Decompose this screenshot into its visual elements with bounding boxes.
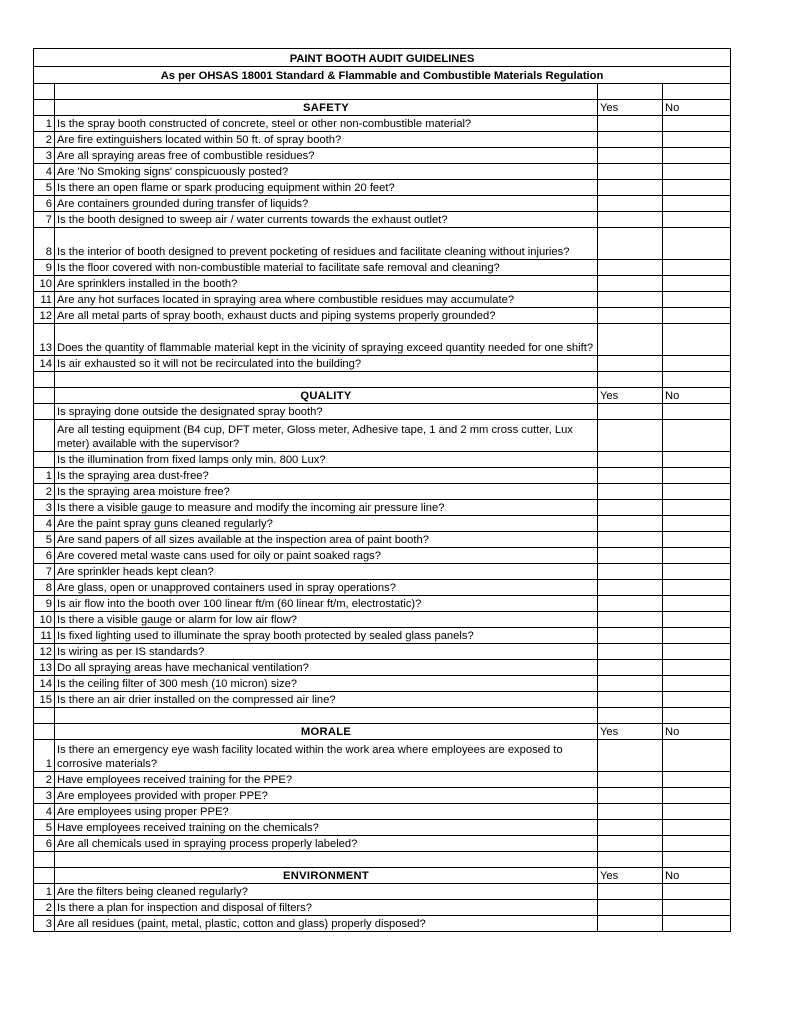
- question-row: [34, 164, 731, 180]
- question-text: Are covered metal waste cans used for oily or paint soaked rags?: [55, 548, 598, 564]
- question-row: [34, 404, 731, 420]
- no-answer-cell[interactable]: [663, 132, 731, 148]
- yes-answer-cell[interactable]: [598, 276, 663, 292]
- empty-cell: [34, 84, 55, 100]
- subtitle-row: [34, 67, 731, 84]
- no-answer-cell[interactable]: [663, 884, 731, 900]
- no-answer-cell[interactable]: [663, 212, 731, 228]
- yes-column-header: Yes: [598, 868, 663, 884]
- question-text: Is the spraying area moisture free?: [55, 484, 598, 500]
- question-number: 1: [34, 468, 55, 484]
- question-row: [34, 180, 731, 196]
- no-answer-cell[interactable]: [663, 692, 731, 708]
- question-text: Is the spray booth constructed of concrete, steel or other non-combustible material?: [55, 116, 598, 132]
- question-text: Are employees using proper PPE?: [55, 804, 598, 820]
- yes-answer-cell[interactable]: [598, 884, 663, 900]
- question-text: Are the paint spray guns cleaned regularly?: [55, 516, 598, 532]
- no-answer-cell[interactable]: [663, 676, 731, 692]
- question-number: 10: [34, 276, 55, 292]
- question-number: 7: [34, 212, 55, 228]
- question-number: 13: [34, 660, 55, 676]
- yes-answer-cell[interactable]: [598, 596, 663, 612]
- question-row: [34, 116, 731, 132]
- empty-cell: [55, 84, 598, 100]
- yes-answer-cell[interactable]: [598, 772, 663, 788]
- yes-answer-cell[interactable]: [598, 676, 663, 692]
- question-number: [34, 452, 55, 468]
- question-text: Are glass, open or unapproved containers used in spray operations?: [55, 580, 598, 596]
- no-answer-cell[interactable]: [663, 356, 731, 372]
- question-number: 10: [34, 612, 55, 628]
- question-text: Is the spraying area dust-free?: [55, 468, 598, 484]
- question-number: 2: [34, 772, 55, 788]
- no-answer-cell[interactable]: [663, 420, 731, 452]
- no-answer-cell[interactable]: [663, 500, 731, 516]
- yes-answer-cell[interactable]: [598, 548, 663, 564]
- yes-answer-cell[interactable]: [598, 356, 663, 372]
- question-text: Is spraying done outside the designated spray booth?: [55, 404, 598, 420]
- question-row: [34, 820, 731, 836]
- question-text: Is the booth designed to sweep air / water currents towards the exhaust outlet?: [55, 212, 598, 228]
- no-column-header: No: [663, 388, 731, 404]
- question-number: 13: [34, 324, 55, 356]
- question-text: Are all testing equipment (B4 cup, DFT meter, Gloss meter, Adhesive tape, 1 and 2 mm cross cutter, Lux meter) available with the supervisor?: [55, 420, 598, 452]
- question-row: [34, 692, 731, 708]
- question-number: 11: [34, 292, 55, 308]
- no-answer-cell[interactable]: [663, 260, 731, 276]
- question-text: Are all metal parts of spray booth, exhaust ducts and piping systems properly grounded?: [55, 308, 598, 324]
- empty-cell: [598, 84, 663, 100]
- no-answer-cell[interactable]: [663, 324, 731, 356]
- question-number: [34, 420, 55, 452]
- question-number: 9: [34, 596, 55, 612]
- no-answer-cell[interactable]: [663, 548, 731, 564]
- audit-table: [33, 48, 731, 932]
- question-text: Is the interior of booth designed to prevent pocketing of residues and facilitate cleaning without injuries?: [55, 228, 598, 260]
- question-row: [34, 804, 731, 820]
- empty-cell: [34, 708, 55, 724]
- question-row: [34, 612, 731, 628]
- section-title: ENVIRONMENT: [55, 868, 598, 884]
- yes-answer-cell[interactable]: [598, 612, 663, 628]
- question-text: Are sprinkler heads kept clean?: [55, 564, 598, 580]
- no-answer-cell[interactable]: [663, 564, 731, 580]
- yes-answer-cell[interactable]: [598, 260, 663, 276]
- yes-answer-cell[interactable]: [598, 212, 663, 228]
- question-number: 5: [34, 532, 55, 548]
- question-row: [34, 628, 731, 644]
- yes-answer-cell[interactable]: [598, 836, 663, 852]
- empty-cell: [34, 868, 55, 884]
- question-number: 14: [34, 356, 55, 372]
- question-row: [34, 564, 731, 580]
- question-text: Are the filters being cleaned regularly?: [55, 884, 598, 900]
- question-row: [34, 468, 731, 484]
- yes-answer-cell[interactable]: [598, 228, 663, 260]
- yes-answer-cell[interactable]: [598, 628, 663, 644]
- question-number: 7: [34, 564, 55, 580]
- question-row: [34, 148, 731, 164]
- empty-cell: [55, 708, 598, 724]
- yes-answer-cell[interactable]: [598, 324, 663, 356]
- question-row: [34, 740, 731, 772]
- question-text: Have employees received training for the PPE?: [55, 772, 598, 788]
- empty-cell: [598, 708, 663, 724]
- question-row: [34, 532, 731, 548]
- question-text: Are sand papers of all sizes available at the inspection area of paint booth?: [55, 532, 598, 548]
- question-number: 8: [34, 228, 55, 260]
- yes-answer-cell[interactable]: [598, 484, 663, 500]
- question-row: [34, 500, 731, 516]
- question-row: [34, 788, 731, 804]
- question-row: [34, 356, 731, 372]
- question-text: Is air flow into the booth over 100 linear ft/m (60 linear ft/m, electrostatic)?: [55, 596, 598, 612]
- question-text: Is the illumination from fixed lamps only min. 800 Lux?: [55, 452, 598, 468]
- question-number: 8: [34, 580, 55, 596]
- question-row: [34, 452, 731, 468]
- empty-cell: [663, 852, 731, 868]
- question-row: [34, 660, 731, 676]
- yes-column-header: Yes: [598, 724, 663, 740]
- question-text: Are all spraying areas free of combustible residues?: [55, 148, 598, 164]
- question-number: 2: [34, 900, 55, 916]
- no-answer-cell[interactable]: [663, 404, 731, 420]
- question-row: [34, 548, 731, 564]
- question-row: [34, 196, 731, 212]
- question-text: Is the floor covered with non-combustible material to facilitate safe removal and cleaning?: [55, 260, 598, 276]
- yes-answer-cell[interactable]: [598, 500, 663, 516]
- no-column-header: No: [663, 724, 731, 740]
- question-text: Is wiring as per IS standards?: [55, 644, 598, 660]
- empty-cell: [34, 372, 55, 388]
- no-answer-cell[interactable]: [663, 196, 731, 212]
- no-answer-cell[interactable]: [663, 468, 731, 484]
- question-number: 3: [34, 788, 55, 804]
- no-answer-cell[interactable]: [663, 612, 731, 628]
- title-row: [34, 49, 731, 67]
- no-answer-cell[interactable]: [663, 516, 731, 532]
- no-answer-cell[interactable]: [663, 788, 731, 804]
- question-number: 5: [34, 180, 55, 196]
- question-text: Is there a visible gauge to measure and modify the incoming air pressure line?: [55, 500, 598, 516]
- yes-answer-cell[interactable]: [598, 900, 663, 916]
- yes-answer-cell[interactable]: [598, 164, 663, 180]
- question-number: 15: [34, 692, 55, 708]
- document-title: PAINT BOOTH AUDIT GUIDELINES: [34, 49, 731, 67]
- no-answer-cell[interactable]: [663, 772, 731, 788]
- question-text: Is air exhausted so it will not be recirculated into the building?: [55, 356, 598, 372]
- yes-column-header: Yes: [598, 100, 663, 116]
- question-row: [34, 676, 731, 692]
- question-number: 14: [34, 676, 55, 692]
- no-answer-cell[interactable]: [663, 180, 731, 196]
- question-number: 3: [34, 148, 55, 164]
- empty-cell: [663, 84, 731, 100]
- section-header-environment: [34, 868, 731, 884]
- no-column-header: No: [663, 100, 731, 116]
- section-header-quality: [34, 388, 731, 404]
- question-row: [34, 884, 731, 900]
- section-header-safety: [34, 100, 731, 116]
- no-answer-cell[interactable]: [663, 900, 731, 916]
- yes-answer-cell[interactable]: [598, 196, 663, 212]
- question-number: 6: [34, 548, 55, 564]
- no-answer-cell[interactable]: [663, 164, 731, 180]
- no-answer-cell[interactable]: [663, 644, 731, 660]
- spacer-row: [34, 84, 731, 100]
- question-row: [34, 596, 731, 612]
- question-text: Are sprinklers installed in the booth?: [55, 276, 598, 292]
- yes-answer-cell[interactable]: [598, 580, 663, 596]
- yes-answer-cell[interactable]: [598, 148, 663, 164]
- question-text: Is the ceiling filter of 300 mesh (10 micron) size?: [55, 676, 598, 692]
- question-row: [34, 308, 731, 324]
- question-number: [34, 404, 55, 420]
- no-answer-cell[interactable]: [663, 484, 731, 500]
- yes-answer-cell[interactable]: [598, 564, 663, 580]
- spacer-row: [34, 372, 731, 388]
- no-answer-cell[interactable]: [663, 580, 731, 596]
- question-row: [34, 420, 731, 452]
- no-answer-cell[interactable]: [663, 596, 731, 612]
- empty-cell: [663, 372, 731, 388]
- question-number: 4: [34, 164, 55, 180]
- question-text: Are any hot surfaces located in spraying area where combustible residues may accumulate?: [55, 292, 598, 308]
- question-text: Have employees received training on the chemicals?: [55, 820, 598, 836]
- no-answer-cell[interactable]: [663, 532, 731, 548]
- empty-cell: [598, 372, 663, 388]
- yes-answer-cell[interactable]: [598, 452, 663, 468]
- no-answer-cell[interactable]: [663, 916, 731, 932]
- no-answer-cell[interactable]: [663, 292, 731, 308]
- yes-answer-cell[interactable]: [598, 180, 663, 196]
- question-text: Is there a visible gauge or alarm for low air flow?: [55, 612, 598, 628]
- section-title: MORALE: [55, 724, 598, 740]
- yes-answer-cell[interactable]: [598, 660, 663, 676]
- no-answer-cell[interactable]: [663, 228, 731, 260]
- question-text: Is there an emergency eye wash facility located within the work area where employees are exposed to corrosive materials?: [55, 740, 598, 772]
- question-number: 6: [34, 836, 55, 852]
- yes-answer-cell[interactable]: [598, 820, 663, 836]
- question-text: Is there an open flame or spark producing equipment within 20 feet?: [55, 180, 598, 196]
- question-row: [34, 228, 731, 260]
- question-number: 2: [34, 132, 55, 148]
- question-number: 3: [34, 500, 55, 516]
- no-answer-cell[interactable]: [663, 628, 731, 644]
- question-number: 6: [34, 196, 55, 212]
- question-row: [34, 516, 731, 532]
- question-text: Are 'No Smoking signs' conspicuously posted?: [55, 164, 598, 180]
- question-row: [34, 260, 731, 276]
- empty-cell: [55, 372, 598, 388]
- no-answer-cell[interactable]: [663, 116, 731, 132]
- document-subtitle: As per OHSAS 18001 Standard & Flammable and Combustible Materials Regulation: [34, 67, 731, 84]
- question-row: [34, 132, 731, 148]
- spacer-row: [34, 852, 731, 868]
- question-row: [34, 324, 731, 356]
- no-answer-cell[interactable]: [663, 804, 731, 820]
- empty-cell: [34, 724, 55, 740]
- question-number: 4: [34, 804, 55, 820]
- question-text: Is there a plan for inspection and disposal of filters?: [55, 900, 598, 916]
- empty-cell: [598, 852, 663, 868]
- question-row: [34, 644, 731, 660]
- question-text: Are employees provided with proper PPE?: [55, 788, 598, 804]
- section-header-morale: [34, 724, 731, 740]
- yes-answer-cell[interactable]: [598, 692, 663, 708]
- yes-answer-cell[interactable]: [598, 516, 663, 532]
- question-text: Are containers grounded during transfer of liquids?: [55, 196, 598, 212]
- no-answer-cell[interactable]: [663, 148, 731, 164]
- no-answer-cell[interactable]: [663, 740, 731, 772]
- question-text: Does the quantity of flammable material kept in the vicinity of spraying exceed quantity needed for one shift?: [55, 324, 598, 356]
- empty-cell: [55, 852, 598, 868]
- question-number: 3: [34, 916, 55, 932]
- no-answer-cell[interactable]: [663, 452, 731, 468]
- section-title: QUALITY: [55, 388, 598, 404]
- question-row: [34, 276, 731, 292]
- empty-cell: [34, 388, 55, 404]
- question-text: Are all chemicals used in spraying process properly labeled?: [55, 836, 598, 852]
- question-row: [34, 484, 731, 500]
- spacer-row: [34, 708, 731, 724]
- yes-column-header: Yes: [598, 388, 663, 404]
- yes-answer-cell[interactable]: [598, 788, 663, 804]
- question-text: Is fixed lighting used to illuminate the spray booth protected by sealed glass panels?: [55, 628, 598, 644]
- question-row: [34, 292, 731, 308]
- yes-answer-cell[interactable]: [598, 468, 663, 484]
- yes-answer-cell[interactable]: [598, 644, 663, 660]
- question-text: Are fire extinguishers located within 50 ft. of spray booth?: [55, 132, 598, 148]
- no-answer-cell[interactable]: [663, 820, 731, 836]
- empty-cell: [34, 852, 55, 868]
- question-row: [34, 212, 731, 228]
- question-number: 1: [34, 740, 55, 772]
- question-row: [34, 900, 731, 916]
- empty-cell: [34, 100, 55, 116]
- no-answer-cell[interactable]: [663, 276, 731, 292]
- yes-answer-cell[interactable]: [598, 532, 663, 548]
- question-number: 9: [34, 260, 55, 276]
- question-text: Are all residues (paint, metal, plastic, cotton and glass) properly disposed?: [55, 916, 598, 932]
- yes-answer-cell[interactable]: [598, 292, 663, 308]
- section-title: SAFETY: [55, 100, 598, 116]
- question-number: 11: [34, 628, 55, 644]
- question-text: Do all spraying areas have mechanical ventilation?: [55, 660, 598, 676]
- no-answer-cell[interactable]: [663, 660, 731, 676]
- question-text: Is there an air drier installed on the compressed air line?: [55, 692, 598, 708]
- no-column-header: No: [663, 868, 731, 884]
- yes-answer-cell[interactable]: [598, 308, 663, 324]
- question-number: 12: [34, 308, 55, 324]
- no-answer-cell[interactable]: [663, 836, 731, 852]
- question-row: [34, 580, 731, 596]
- yes-answer-cell[interactable]: [598, 132, 663, 148]
- question-row: [34, 836, 731, 852]
- yes-answer-cell[interactable]: [598, 420, 663, 452]
- question-number: 2: [34, 484, 55, 500]
- empty-cell: [663, 708, 731, 724]
- question-number: 1: [34, 116, 55, 132]
- question-number: 1: [34, 884, 55, 900]
- yes-answer-cell[interactable]: [598, 916, 663, 932]
- question-number: 12: [34, 644, 55, 660]
- yes-answer-cell[interactable]: [598, 116, 663, 132]
- yes-answer-cell[interactable]: [598, 804, 663, 820]
- question-row: [34, 916, 731, 932]
- question-row: [34, 772, 731, 788]
- no-answer-cell[interactable]: [663, 308, 731, 324]
- question-number: 5: [34, 820, 55, 836]
- yes-answer-cell[interactable]: [598, 404, 663, 420]
- question-number: 4: [34, 516, 55, 532]
- yes-answer-cell[interactable]: [598, 740, 663, 772]
